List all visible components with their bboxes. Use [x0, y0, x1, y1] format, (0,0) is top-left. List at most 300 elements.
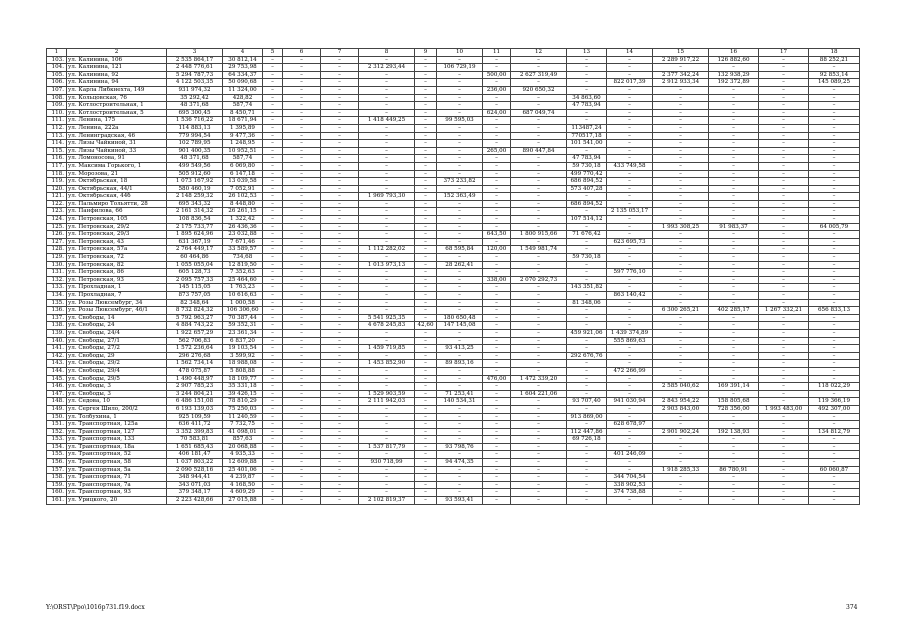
value-cell: – [437, 436, 483, 444]
address-cell: ул. Карла Либкнехта, 149 [67, 86, 167, 94]
value-cell: – [263, 451, 283, 459]
value-cell: – [321, 124, 359, 132]
address-cell: ул. Свободы, 24 [67, 322, 167, 330]
value-cell: 631 367,19 [167, 238, 223, 246]
value-cell: 82 348,64 [167, 299, 223, 307]
value-cell: – [415, 474, 437, 482]
value-cell: – [567, 466, 607, 474]
value-cell: – [263, 329, 283, 337]
value-cell: – [483, 474, 511, 482]
value-cell: – [359, 185, 415, 193]
value-cell: – [437, 284, 483, 292]
value-cell: – [809, 86, 860, 94]
row-number-cell: 119. [47, 178, 67, 186]
value-cell: 145 115,05 [167, 284, 223, 292]
value-cell: – [709, 276, 759, 284]
value-cell: 402 285,17 [709, 307, 759, 315]
value-cell: – [437, 200, 483, 208]
value-cell: – [415, 360, 437, 368]
value-cell: – [759, 451, 809, 459]
value-cell: – [607, 428, 653, 436]
row-number-cell: 145. [47, 375, 67, 383]
value-cell: – [283, 170, 321, 178]
table-body [47, 56, 860, 504]
column-header: 18 [809, 49, 860, 57]
address-cell: ул. Свободы, 27/2 [67, 345, 167, 353]
column-header: 15 [653, 49, 709, 57]
row-number-cell: 113. [47, 132, 67, 140]
value-cell: – [511, 307, 567, 315]
value-cell: – [283, 413, 321, 421]
value-cell: – [415, 79, 437, 87]
value-cell: – [709, 436, 759, 444]
value-cell: – [437, 94, 483, 102]
value-cell: – [437, 238, 483, 246]
value-cell: – [483, 345, 511, 353]
value-cell: – [359, 307, 415, 315]
value-cell: – [263, 352, 283, 360]
value-cell: – [321, 269, 359, 277]
row-number-cell: 125. [47, 223, 67, 231]
value-cell: – [759, 390, 809, 398]
value-cell: – [415, 367, 437, 375]
value-cell: – [567, 79, 607, 87]
value-cell: – [283, 269, 321, 277]
value-cell: 13 039,58 [223, 178, 263, 186]
value-cell: – [437, 375, 483, 383]
value-cell: – [263, 261, 283, 269]
value-cell: – [283, 436, 321, 444]
row-number-cell: 120. [47, 185, 67, 193]
value-cell: – [511, 117, 567, 125]
value-cell: – [653, 246, 709, 254]
value-cell: – [437, 474, 483, 482]
value-cell: – [567, 117, 607, 125]
value-cell: 1 562 734,14 [167, 360, 223, 368]
column-header: 7 [321, 49, 359, 57]
value-cell: – [511, 352, 567, 360]
value-cell: – [283, 497, 321, 505]
row-number-cell: 114. [47, 140, 67, 148]
value-cell: 6 300 265,21 [653, 307, 709, 315]
value-cell: – [567, 238, 607, 246]
value-cell: – [483, 367, 511, 375]
value-cell: – [653, 261, 709, 269]
value-cell: – [809, 64, 860, 72]
value-cell: 2 901 902,24 [653, 428, 709, 436]
value-cell: – [321, 216, 359, 224]
address-cell: ул. Транспортная, 133 [67, 436, 167, 444]
address-cell: ул. Калинина, 106 [67, 56, 167, 64]
table-row [47, 170, 860, 178]
value-cell: – [759, 200, 809, 208]
address-cell: ул. Транспортная, 93 [67, 489, 167, 497]
value-cell: 2 223 428,66 [167, 497, 223, 505]
value-cell: – [653, 185, 709, 193]
value-cell: – [709, 352, 759, 360]
address-cell: ул. Свободы, 29 [67, 352, 167, 360]
value-cell: – [359, 170, 415, 178]
value-cell: – [653, 390, 709, 398]
value-cell: – [263, 436, 283, 444]
value-cell: – [511, 299, 567, 307]
value-cell: – [511, 497, 567, 505]
value-cell: – [263, 481, 283, 489]
value-cell: – [283, 405, 321, 413]
value-cell: – [653, 451, 709, 459]
value-cell: – [359, 481, 415, 489]
value-cell: – [483, 497, 511, 505]
column-header: 5 [263, 49, 283, 57]
value-cell: – [483, 436, 511, 444]
value-cell: – [567, 314, 607, 322]
value-cell: 10 952,51 [223, 147, 263, 155]
address-cell: ул. Розы Люксембург, 34 [67, 299, 167, 307]
value-cell: – [437, 102, 483, 110]
value-cell: – [653, 329, 709, 337]
table-row [47, 208, 860, 216]
value-cell: – [653, 94, 709, 102]
row-number-cell: 157. [47, 466, 67, 474]
value-cell: – [567, 459, 607, 467]
value-cell: 11 240,59 [223, 413, 263, 421]
value-cell: – [567, 307, 607, 315]
value-cell: – [653, 352, 709, 360]
row-number-cell: 135. [47, 299, 67, 307]
value-cell: – [483, 117, 511, 125]
value-cell: – [511, 238, 567, 246]
value-cell: – [709, 322, 759, 330]
value-cell: – [759, 299, 809, 307]
value-cell: – [263, 443, 283, 451]
value-cell: – [483, 208, 511, 216]
value-cell: – [321, 292, 359, 300]
value-cell: – [437, 383, 483, 391]
row-number-cell: 156. [47, 459, 67, 467]
value-cell: – [437, 329, 483, 337]
value-cell: – [709, 178, 759, 186]
value-cell: – [653, 170, 709, 178]
row-number-cell: 117. [47, 162, 67, 170]
address-cell: ул. Ломоносова, 91 [67, 155, 167, 163]
value-cell: – [511, 459, 567, 467]
value-cell: – [567, 443, 607, 451]
value-cell: – [321, 375, 359, 383]
value-cell: – [809, 269, 860, 277]
value-cell: 59 730,18 [567, 162, 607, 170]
value-cell: 1 800 915,66 [511, 231, 567, 239]
value-cell: – [321, 185, 359, 193]
row-number-cell: 138. [47, 322, 67, 330]
value-cell: 120,00 [483, 246, 511, 254]
table-row [47, 375, 860, 383]
value-cell: – [653, 345, 709, 353]
value-cell: – [759, 428, 809, 436]
address-cell: ул. Транспортная, 18а [67, 443, 167, 451]
value-cell: 1 418 449,25 [359, 117, 415, 125]
value-cell: 656 833,13 [809, 307, 860, 315]
value-cell: – [709, 231, 759, 239]
value-cell: 91 983,37 [709, 223, 759, 231]
value-cell: – [359, 178, 415, 186]
value-cell: – [653, 481, 709, 489]
value-cell: – [359, 79, 415, 87]
value-cell: – [809, 299, 860, 307]
value-cell: – [809, 314, 860, 322]
value-cell: – [263, 405, 283, 413]
value-cell: – [759, 162, 809, 170]
row-number-cell: 149. [47, 405, 67, 413]
value-cell: – [321, 56, 359, 64]
value-cell: – [607, 140, 653, 148]
value-cell: 2 289 917,22 [653, 56, 709, 64]
value-cell: 5 792 963,27 [167, 314, 223, 322]
value-cell: – [567, 71, 607, 79]
row-number-cell: 124. [47, 216, 67, 224]
value-cell: – [263, 314, 283, 322]
value-cell: – [567, 489, 607, 497]
value-cell: – [709, 390, 759, 398]
value-cell: – [709, 474, 759, 482]
value-cell: – [759, 443, 809, 451]
value-cell: 114 883,13 [167, 124, 223, 132]
value-cell: – [709, 238, 759, 246]
table-row [47, 254, 860, 262]
table-row [47, 140, 860, 148]
row-number-cell: 159. [47, 481, 67, 489]
value-cell: – [321, 284, 359, 292]
value-cell: – [607, 466, 653, 474]
value-cell: 4 168,50 [223, 481, 263, 489]
value-cell: – [709, 459, 759, 467]
value-cell: 4 239,87 [223, 474, 263, 482]
value-cell: – [321, 436, 359, 444]
value-cell: – [321, 352, 359, 360]
value-cell: – [283, 71, 321, 79]
column-header: 16 [709, 49, 759, 57]
value-cell: 930 718,99 [359, 459, 415, 467]
value-cell: 695 300,45 [167, 109, 223, 117]
table-row [47, 216, 860, 224]
value-cell: – [321, 155, 359, 163]
footer-file-path: Y:\ORST\Ppo\1016p731.f19.docx [46, 604, 145, 611]
value-cell: 2 312 293,44 [359, 64, 415, 72]
value-cell: – [483, 56, 511, 64]
value-cell: – [359, 140, 415, 148]
value-cell: – [437, 466, 483, 474]
value-cell: 1 055 055,04 [167, 261, 223, 269]
value-cell: – [359, 223, 415, 231]
value-cell: 1 969 793,30 [359, 193, 415, 201]
value-cell: – [759, 71, 809, 79]
value-cell: – [437, 79, 483, 87]
value-cell: – [653, 497, 709, 505]
value-cell: – [283, 254, 321, 262]
value-cell: – [415, 193, 437, 201]
table-row [47, 276, 860, 284]
value-cell: – [359, 383, 415, 391]
value-cell: – [483, 185, 511, 193]
value-cell: 33 589,57 [223, 246, 263, 254]
value-cell: – [263, 109, 283, 117]
value-cell: 92 853,14 [809, 71, 860, 79]
value-cell: – [607, 443, 653, 451]
value-cell: – [607, 246, 653, 254]
value-cell: 1 322,42 [223, 216, 263, 224]
value-cell: – [483, 398, 511, 406]
value-cell: – [437, 352, 483, 360]
value-cell: – [511, 185, 567, 193]
value-cell: – [511, 428, 567, 436]
value-cell: – [607, 459, 653, 467]
value-cell: – [359, 238, 415, 246]
value-cell: – [283, 216, 321, 224]
value-cell: – [607, 231, 653, 239]
value-cell: 1 267 332,21 [759, 307, 809, 315]
value-cell: – [483, 299, 511, 307]
row-number-cell: 126. [47, 231, 67, 239]
value-cell: – [437, 162, 483, 170]
row-number-cell: 106. [47, 79, 67, 87]
value-cell: – [709, 360, 759, 368]
table-row [47, 451, 860, 459]
value-cell: – [759, 367, 809, 375]
value-cell: – [283, 375, 321, 383]
value-cell: – [709, 481, 759, 489]
value-cell: 102 789,95 [167, 140, 223, 148]
value-cell: – [607, 155, 653, 163]
value-cell: – [321, 178, 359, 186]
value-cell: – [321, 147, 359, 155]
value-cell: – [263, 299, 283, 307]
value-cell: – [263, 56, 283, 64]
value-cell: – [709, 451, 759, 459]
value-cell: – [283, 360, 321, 368]
value-cell: 89 893,16 [437, 360, 483, 368]
value-cell: – [283, 109, 321, 117]
value-cell: – [321, 481, 359, 489]
address-cell: ул. Пальмиро Тольятти, 28 [67, 200, 167, 208]
value-cell: – [483, 102, 511, 110]
value-cell: – [437, 132, 483, 140]
value-cell: 126 882,60 [709, 56, 759, 64]
value-cell: – [511, 345, 567, 353]
value-cell: – [759, 314, 809, 322]
value-cell: – [653, 124, 709, 132]
value-cell: 2 843 954,22 [653, 398, 709, 406]
value-cell: 10 616,63 [223, 292, 263, 300]
value-cell: – [437, 56, 483, 64]
value-cell: – [511, 474, 567, 482]
column-header: 6 [283, 49, 321, 57]
value-cell: 555 869,63 [607, 337, 653, 345]
value-cell: – [359, 375, 415, 383]
value-cell: – [759, 185, 809, 193]
value-cell: 42,60 [415, 322, 437, 330]
value-cell: – [483, 132, 511, 140]
table-row [47, 117, 860, 125]
value-cell: – [511, 132, 567, 140]
row-number-cell: 146. [47, 383, 67, 391]
value-cell: – [415, 238, 437, 246]
value-cell: – [263, 421, 283, 429]
table-row [47, 322, 860, 330]
table-row [47, 79, 860, 87]
column-header: 10 [437, 49, 483, 57]
value-cell: 478 075,87 [167, 367, 223, 375]
value-cell: – [511, 481, 567, 489]
value-cell: – [321, 428, 359, 436]
value-cell: – [809, 193, 860, 201]
value-cell: – [709, 185, 759, 193]
value-cell: – [607, 193, 653, 201]
value-cell: – [263, 489, 283, 497]
value-cell: – [483, 451, 511, 459]
row-number-cell: 147. [47, 390, 67, 398]
value-cell: – [415, 299, 437, 307]
value-cell: – [759, 208, 809, 216]
value-cell: – [607, 307, 653, 315]
value-cell: 6 486 151,08 [167, 398, 223, 406]
value-cell: 93 798,76 [437, 443, 483, 451]
value-cell: – [709, 246, 759, 254]
value-cell: – [709, 261, 759, 269]
value-cell: 8 450,71 [223, 109, 263, 117]
value-cell: – [263, 193, 283, 201]
value-cell: – [483, 140, 511, 148]
value-cell: 93 707,40 [567, 398, 607, 406]
value-cell: – [809, 443, 860, 451]
value-cell: 636 411,72 [167, 421, 223, 429]
value-cell: 562 706,83 [167, 337, 223, 345]
value-cell: 4 678 245,83 [359, 322, 415, 330]
value-cell: – [359, 71, 415, 79]
value-cell: – [321, 64, 359, 72]
value-cell: – [263, 246, 283, 254]
table-row [47, 307, 860, 315]
value-cell: – [483, 124, 511, 132]
value-cell: – [759, 56, 809, 64]
row-number-cell: 151. [47, 421, 67, 429]
value-cell: 11 324,00 [223, 86, 263, 94]
value-cell: 145 089,25 [809, 79, 860, 87]
value-cell: 3 352 399,83 [167, 428, 223, 436]
value-cell: – [759, 329, 809, 337]
value-cell: – [567, 474, 607, 482]
value-cell: 23 361,34 [223, 329, 263, 337]
value-cell: – [283, 231, 321, 239]
table-row [47, 466, 860, 474]
value-cell: 68 595,84 [437, 246, 483, 254]
value-cell: – [321, 208, 359, 216]
address-cell: ул. Транспортная, 5а [67, 466, 167, 474]
value-cell: – [809, 292, 860, 300]
value-cell: – [483, 352, 511, 360]
value-cell: – [759, 124, 809, 132]
value-cell: – [483, 390, 511, 398]
value-cell: – [483, 481, 511, 489]
value-cell: 373 233,82 [437, 178, 483, 186]
value-cell: 338,00 [483, 276, 511, 284]
value-cell: – [437, 231, 483, 239]
value-cell: 29 753,98 [223, 64, 263, 72]
value-cell: 9 477,36 [223, 132, 263, 140]
value-cell: – [511, 443, 567, 451]
value-cell: – [437, 147, 483, 155]
page-number: 374 [846, 604, 858, 611]
value-cell: 2 095 757,33 [167, 276, 223, 284]
table-row [47, 71, 860, 79]
